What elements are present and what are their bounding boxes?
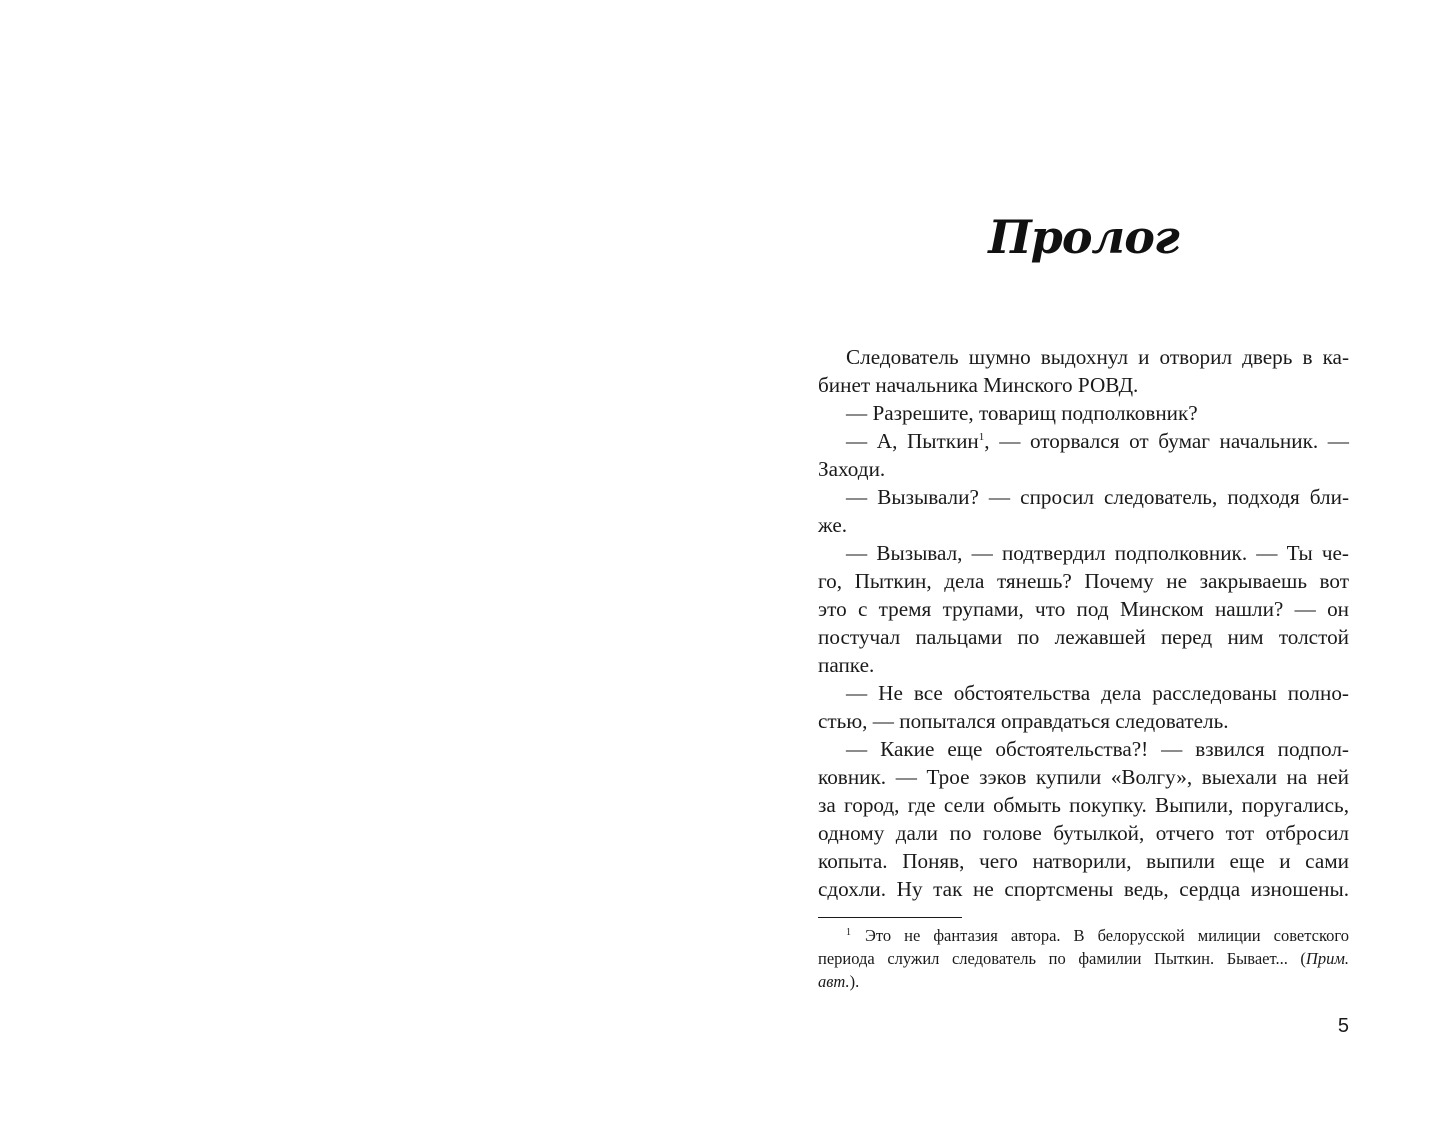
text-line: постучал пальцами по лежавшей перед ним толстой	[818, 625, 1349, 649]
footnote-italic: Прим.	[1305, 949, 1349, 968]
text-line: копыта. Поняв, чего натворили, выпили еще и сами	[818, 849, 1349, 873]
text-line	[818, 427, 1349, 455]
footnote-reference[interactable]: 1	[978, 431, 985, 443]
text-line: сдохли. Ну так не спортсмены ведь, сердца изношены.	[818, 877, 1349, 901]
text-line: стью, — попытался оправдаться следователь.	[818, 709, 1229, 733]
footnote-text: периода служил следователь по фамилии Пыткин. Бывает... (	[818, 949, 1306, 968]
text-line: это с тремя трупами, что под Минском нашли? — он	[818, 597, 1349, 621]
text-line: ковник. — Трое зэков купили «Волгу», выехали на ней	[818, 765, 1349, 789]
footnote-divider	[818, 917, 962, 918]
text-line: — Разрешите, товарищ подполковник?	[846, 401, 1198, 425]
text-line: же.	[818, 513, 848, 537]
footnote-mark: 1	[846, 927, 851, 938]
text-line: — Вызывали? — спросил следователь, подходя бли-	[846, 485, 1349, 509]
chapter-title: Пролог	[988, 210, 1179, 264]
text-line: за город, где сели обмыть покупку. Выпили, поругались,	[818, 793, 1349, 817]
text-line: Следователь шумно выдохнул и отворил дверь в ка-	[846, 345, 1349, 369]
text-line: папке.	[818, 653, 875, 677]
text-line: — Вызывал, — подтвердил подполковник. — Ты че-	[846, 541, 1349, 565]
text-line: одному дали по голове бутылкой, отчего тот отбросил	[818, 821, 1349, 845]
footnote-text: Это не фантазия автора. В белорусской милиции советского	[865, 926, 1349, 945]
text-line: бинет начальника Минского РОВД.	[818, 373, 1139, 397]
right-page	[722, 0, 1445, 1129]
text-fragment: , — оторвался от бумаг начальник. —	[984, 429, 1349, 453]
text-line: Заходи.	[818, 457, 886, 481]
footnote-text: ).	[849, 972, 860, 991]
footnote-line	[818, 924, 1349, 947]
text-line: — Какие еще обстоятельства?! — взвился подпол-	[846, 737, 1349, 761]
footnote-italic: авт.	[818, 972, 850, 991]
text-line: — Не все обстоятельства дела расследованы полно-	[846, 681, 1349, 705]
text-line: го, Пыткин, дела тянешь? Почему не закрываешь вот	[818, 569, 1349, 593]
body-text	[818, 343, 1349, 903]
page-number: 5	[1337, 1015, 1349, 1037]
footnote-line	[818, 970, 1349, 993]
footnote-line	[818, 947, 1349, 970]
text-fragment: — А, Пыткин	[846, 429, 979, 453]
footnote	[818, 924, 1349, 993]
left-page-blank	[0, 0, 722, 1129]
